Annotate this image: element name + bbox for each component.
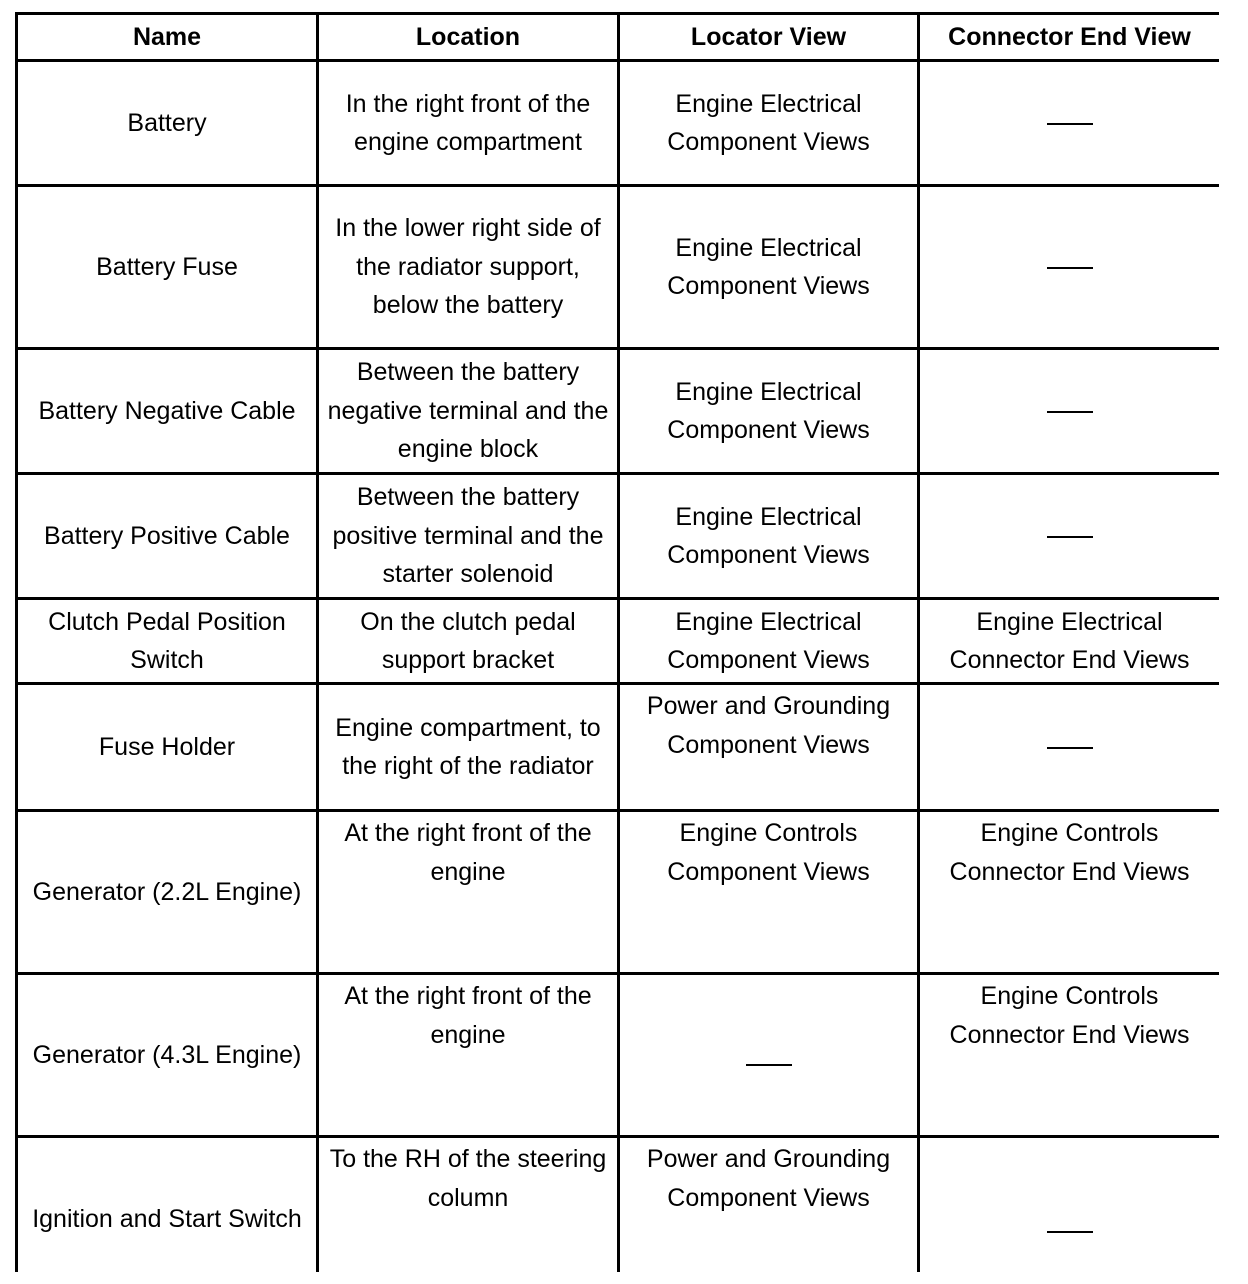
cell-locator-view: Engine Electrical Component Views (619, 186, 919, 349)
cell-name: Battery Fuse (17, 186, 318, 349)
table-row (17, 61, 1220, 186)
cell-name: Fuse Holder (17, 684, 318, 811)
table-row (17, 811, 1220, 974)
cell-connector-end-view (919, 474, 1220, 599)
cell-connector-end-view (919, 684, 1220, 811)
cell-name: Battery Negative Cable (17, 349, 318, 474)
table-row (17, 974, 1220, 1137)
cell-locator-view: Engine Electrical Component Views (619, 61, 919, 186)
dash-placeholder (1047, 536, 1093, 538)
cell-location: In the lower right side of the radiator support, below the battery (318, 186, 619, 349)
table-row (17, 349, 1220, 474)
cell-connector-end-view (919, 186, 1220, 349)
component-locator-table (15, 12, 1219, 1272)
dash-placeholder (1047, 1231, 1093, 1233)
header-row (17, 14, 1220, 61)
table-row (17, 684, 1220, 811)
cell-name: Generator (2.2L Engine) (17, 811, 318, 974)
table-row (17, 599, 1220, 684)
cell-name: Battery (17, 61, 318, 186)
cell-locator-view: Engine Controls Component Views (619, 811, 919, 974)
cell-connector-end-view (919, 349, 1220, 474)
table-row (17, 474, 1220, 599)
cell-connector-end-view (919, 61, 1220, 186)
dash-placeholder (1047, 267, 1093, 269)
cell-locator-view: Engine Electrical Component Views (619, 474, 919, 599)
cell-location: In the right front of the engine compartment (318, 61, 619, 186)
dash-placeholder (1047, 747, 1093, 749)
header-name: Name (17, 14, 318, 61)
cell-name: Generator (4.3L Engine) (17, 974, 318, 1137)
cell-location: Between the battery negative terminal and the engine block (318, 349, 619, 474)
cell-connector-end-view: Engine Controls Connector End Views (919, 811, 1220, 974)
dash-placeholder (746, 1064, 792, 1066)
cell-location: Engine compartment, to the right of the radiator (318, 684, 619, 811)
header-location: Location (318, 14, 619, 61)
cell-location: At the right front of the engine (318, 811, 619, 974)
cell-locator-view: Engine Electrical Component Views (619, 349, 919, 474)
cell-connector-end-view (919, 1137, 1220, 1273)
cell-locator-view: Power and Grounding Component Views (619, 684, 919, 811)
header-connector-end-view: Connector End View (919, 14, 1220, 61)
cell-location: Between the battery positive terminal and the starter solenoid (318, 474, 619, 599)
cell-locator-view (619, 974, 919, 1137)
cell-name: Battery Positive Cable (17, 474, 318, 599)
cell-locator-view: Power and Grounding Component Views (619, 1137, 919, 1273)
component-locator-table-wrap (15, 12, 1219, 1272)
cell-name: Clutch Pedal Position Switch (17, 599, 318, 684)
cell-connector-end-view: Engine Controls Connector End Views (919, 974, 1220, 1137)
cell-connector-end-view: Engine Electrical Connector End Views (919, 599, 1220, 684)
dash-placeholder (1047, 123, 1093, 125)
table-row (17, 186, 1220, 349)
cell-location: On the clutch pedal support bracket (318, 599, 619, 684)
cell-location: At the right front of the engine (318, 974, 619, 1137)
header-locator-view: Locator View (619, 14, 919, 61)
table-row (17, 1137, 1220, 1273)
dash-placeholder (1047, 411, 1093, 413)
cell-name: Ignition and Start Switch (17, 1137, 318, 1273)
cell-location: To the RH of the steering column (318, 1137, 619, 1273)
cell-locator-view: Engine Electrical Component Views (619, 599, 919, 684)
